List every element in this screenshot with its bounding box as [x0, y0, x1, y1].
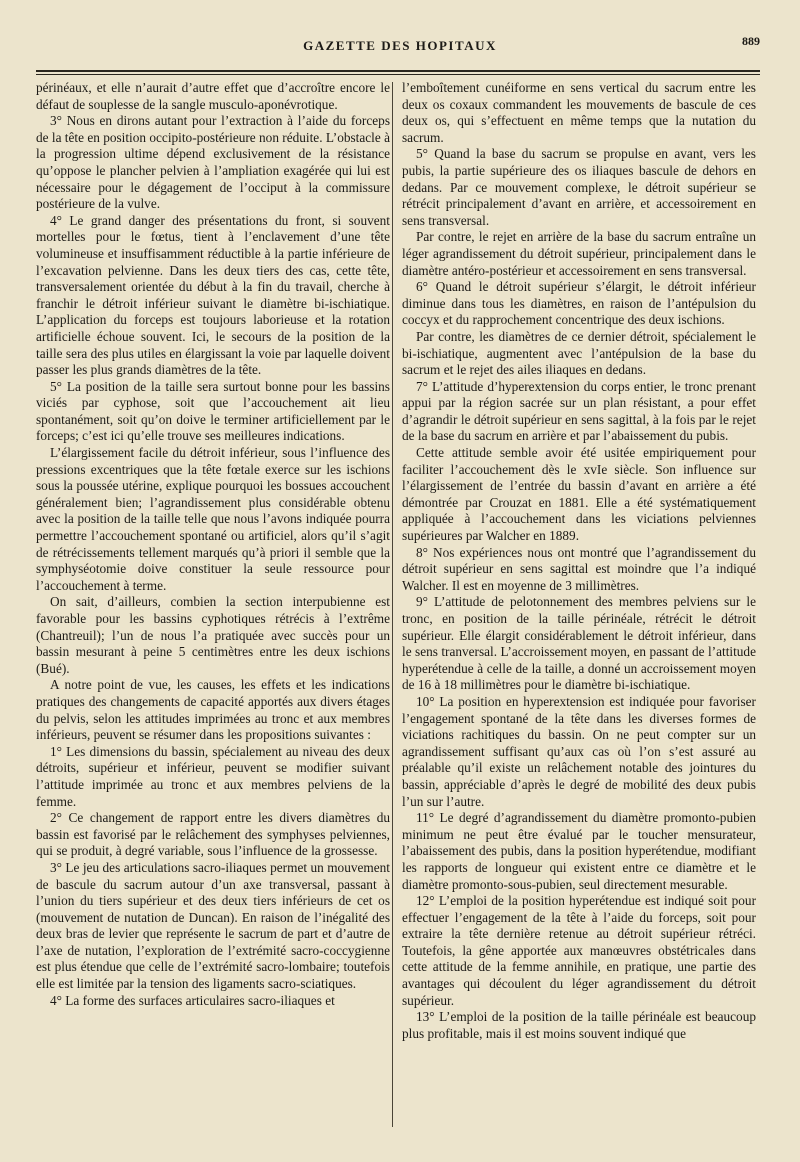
paragraph: L’élargissement facile du détroit inférieur, sous l’influence des pressions excentriques que la tête fœtale exerce sur les ischions sous la poussée utérine, explique pourquoi les bossues accouchent généralement bien; l’agrandissement plus considérable obtenu avec la position de la taille telle que nous l’avons indiquée pourra permettre l’accouchement spontané ou artificiel, alors qu’il s’agit de rétrécissements tellement marqués qu’à priori il semble que la symphyséotomie doive constituer la seule ressource pour l’accouchement à terme.	[36, 445, 390, 593]
paragraph: 4° La forme des surfaces articulaires sacro-iliaques et	[50, 992, 335, 1008]
paragraph: 5° La position de la taille sera surtout bonne pour les bassins viciés par cyphose, soit que l’accouchement ait lieu spontanément, soit qu’on doive le terminer artificiellement par le forceps; c’est ici qu’elle trouve ses meilleures indications.	[36, 378, 390, 444]
paragraph: Par contre, le rejet en arrière de la base du sacrum entraîne un léger agrandissement du détroit supérieur, principalement dans le diamètre antéro-postérieur et accessoirement en sens transversal.	[402, 229, 756, 278]
running-title: GAZETTE DES HOPITAUX	[303, 38, 497, 53]
column-divider	[392, 82, 393, 1127]
page-header	[40, 34, 760, 56]
paragraph: 11° Le degré d’agrandissement du diamètre promonto-pubien minimum ne peut être évalué par le toucher mensurateur, l’abaissement des pubis, dans la position hyperétendue, modifiant les rapports de longueur qui existent entre ce diamètre et le diamètre promonto-sous-pubien, seul directement mesurable.	[402, 810, 756, 892]
page-number: 889	[742, 34, 760, 48]
paragraph: l’emboîtement cunéiforme en sens vertical du sacrum entre les deux os coxaux commandent les mouvements de bascule de ces deux os, qui s’effectuent en même temps que la nutation du sacrum.	[402, 80, 756, 145]
paragraph: On sait, d’ailleurs, combien la section interpubienne est favorable pour les bassins cyphotiques rétrécis à l’extrême (Chantreuil); l’un de nous l’a pratiquée avec succès pour un bassin mesurant à peine 5 centimètres entre les deux ischions (Bué).	[36, 594, 390, 676]
paragraph: 3° Le jeu des articulations sacro-iliaques permet un mouvement de bascule du sacrum autour d’un axe transversal, passant à l’union du tiers supérieur et des deux tiers inférieurs de cet os (mouvement de nutation de Duncan). En raison de l’inégalité des deux bras de levier que représente le sacrum de part et d’autre de l’axe de nutation, l’exploration de l’extrémité sacro-coccygienne est plus étendue que celle de l’extrémité sacro-lombaire; toutefois elle est limitée par la tension des ligaments sacro-sciatiques.	[36, 859, 390, 992]
paragraph: Cette attitude semble avoir été usitée empiriquement pour faciliter l’accouchement dès le xvIe siècle. Son influence sur l’élargissement de l’entrée du bassin d’avant en arrière a été démontrée par Crouzat en 1881. Elle a été systématiquement appliquée à l’accouchement dans les viciations pelviennes supérieures par Walcher en 1889.	[402, 445, 756, 544]
paragraph: 1° Les dimensions du bassin, spécialement au niveau des deux détroits, supérieur et inférieur, peuvent se modifier suivant l’attitude imprimée au tronc et aux membres pelviens de la femme.	[36, 743, 390, 809]
right-column	[402, 80, 756, 1042]
paragraph: A notre point de vue, les causes, les effets et les indications pratiques des changements de capacité apportés aux divers étages du pelvis, selon les attitudes imprimées au tronc et aux membres inférieurs, peuvent se résumer dans les propositions suivantes :	[36, 677, 390, 743]
paragraph: 4° Le grand danger des présentations du front, si souvent mortelles pour le fœtus, tient à l’enclavement d’une tête volumineuse et insuffisamment réductible à la partie inférieure de l’excavation pelvienne. Dans les deux tiers des cas, cette tête, transversalement orientée du début à la fin du travail, cherche à franchir le détroit inférieur suivant le diamètre bi-ischiatique. L’application du forceps est toujours laborieuse et la rotation artificielle échoue souvent. Ici, le secours de la position de la taille sera des plus utiles en élargissant la voie par laquelle doivent passer les plus grands diamètres de la tête.	[36, 212, 390, 378]
paragraph: 2° Ce changement de rapport entre les divers diamètres du bassin est favorisé par le relâchement des symphyses pelviennes, qui se produit, à degré variable, sous l’influence de la grossesse.	[36, 810, 390, 859]
paragraph: 8° Nos expériences nous ont montré que l’agrandissement du détroit supérieur en sens sagittal est moindre que l’a indiqué Walcher. Il est en moyenne de 3 millimètres.	[402, 544, 756, 593]
paragraph: 6° Quand le détroit supérieur s’élargit, le détroit inférieur diminue dans tous les diamètres, en raison de l’antépulsion du coccyx et du rapprochement concentrique des deux ischions.	[402, 279, 756, 328]
paragraph: 9° L’attitude de pelotonnement des membres pelviens sur le tronc, en position de la taille périnéale, rétrécit le détroit supérieur. Elle élargit considérablement le détroit inférieur, dans le sens tranversal. L’accroissement moyen, en passant de l’attitude hyperétendue à celle de la taille, a donné un accroissement moyen de 16 à 18 millimètres pour le diamètre bi-ischiatique.	[402, 594, 756, 693]
paragraph: 5° Quand la base du sacrum se propulse en avant, vers les pubis, la partie supérieure des os iliaques bascule de dehors en dedans. Par ce mouvement complexe, le détroit supérieur se rétrécit principalement d’avant en arrière, et accessoirement en sens transversal.	[402, 146, 756, 228]
paragraph: Par contre, les diamètres de ce dernier détroit, spécialement le bi-ischiatique, augmentent avec l’antépulsion de la base du sacrum et le rejet des ailes iliaques en dedans.	[402, 328, 756, 378]
left-column	[36, 80, 390, 1009]
header-rule-thin	[36, 74, 760, 75]
header-rule	[36, 70, 760, 72]
paragraph: 10° La position en hyperextension est indiquée pour favoriser l’engagement spontané de la tête dans les diverses formes de viciations rachitiques du bassin. On ne peut compter sur un agrandissement suffisant qu’aux cas où l’on s’est assuré au préalable qu’il existe un relâchement notable des jointures du bassin, appréciable d’après le degré de mobilité des deux pubis l’un sur l’autre.	[402, 693, 756, 809]
paragraph: 3° Nous en dirons autant pour l’extraction à l’aide du forceps de la tête en position occipito-postérieure non réduite. L’obstacle à la progression ultime dépend exclusivement de la résistance qu’oppose le plancher pelvien à l’ampliation exagérée qui lui est nécessaire pour le dégagement de l’occiput à la commissure postérieure de la vulve.	[36, 113, 390, 212]
paragraph: 7° L’attitude d’hyperextension du corps entier, le tronc prenant appui par la région sacrée sur un plan résistant, a pour effet d’agrandir le détroit supérieur en sens sagittal, à la fois par le rejet de la base du sacrum en arrière et par l’abaissement du pubis.	[402, 378, 756, 444]
paragraph: périnéaux, et elle n’aurait d’autre effet que d’accroître encore le défaut de souplesse de la sangle musculo-aponévrotique.	[36, 80, 390, 112]
paragraph: 13° L’emploi de la position de la taille périnéale est beaucoup plus profitable, mais il est moins souvent indiqué que	[402, 1009, 756, 1041]
paragraph: 12° L’emploi de la position hyperétendue est indiqué soit pour effectuer l’engagement de la tête à l’aide du forceps, soit pour extraire la tête dernière retenue au détroit supérieur rétréci. Toutefois, la gêne apportée aux manœuvres obstétricales dans cette attitude de la femme annihile, en pratique, une partie des avantages qui découlent du léger agrandissement du détroit supérieur.	[402, 893, 756, 1008]
